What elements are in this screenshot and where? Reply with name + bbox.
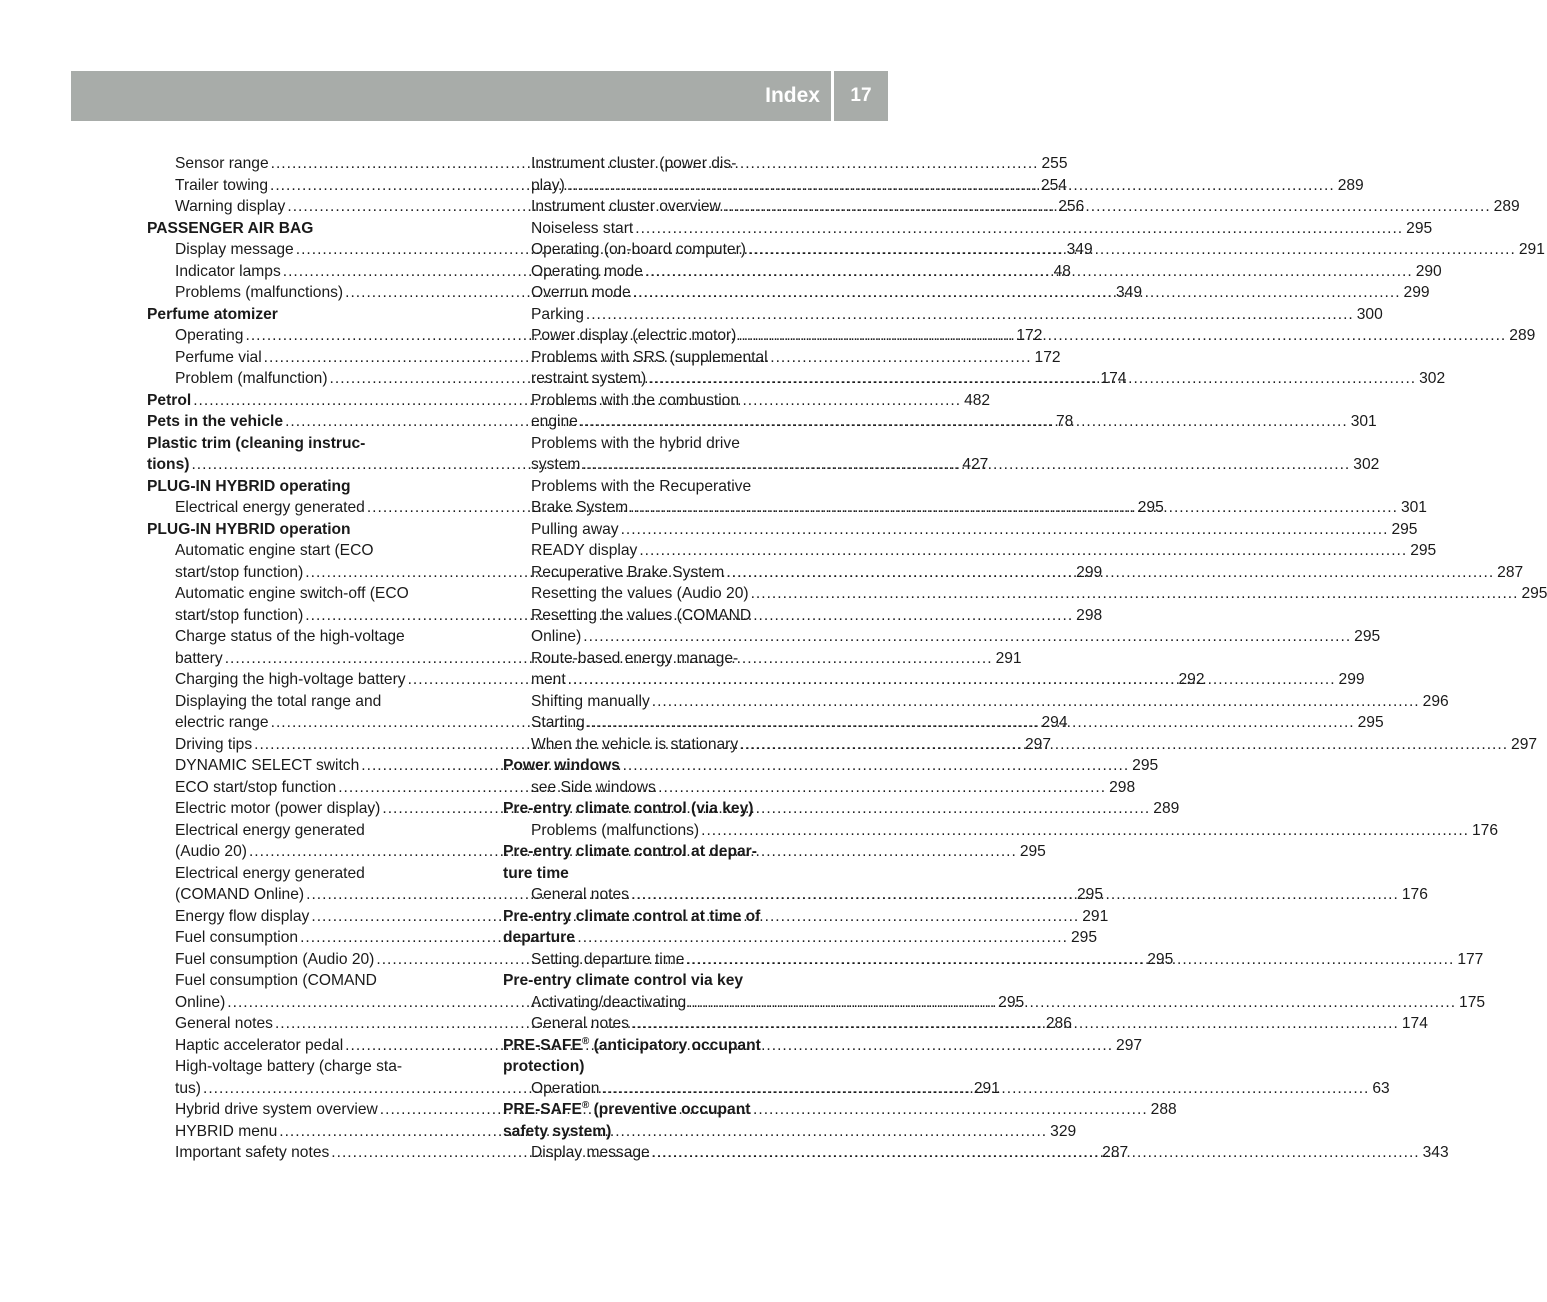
page-reference: 295 — [1076, 886, 1104, 903]
leader-dots — [631, 884, 1399, 906]
entry-text: HYBRID menu — [175, 1122, 278, 1140]
entry-text: Driving tips — [175, 735, 253, 753]
index-entry — [503, 798, 833, 820]
page-reference: 295 — [1132, 757, 1159, 774]
page-reference: 289 — [1153, 800, 1180, 817]
entry-text: Pre-entry climate control via key — [503, 972, 744, 989]
entry-text: PLUG-IN HYBRID operating — [147, 477, 351, 495]
entry-text: Perfume atomizer — [147, 305, 278, 323]
index-entry — [147, 218, 477, 240]
leader-dots — [686, 949, 1454, 971]
entry-line — [147, 476, 477, 498]
entry-text: Charge status of the high-voltage — [175, 628, 405, 645]
page-reference: 177 — [1457, 950, 1484, 968]
entry-text: restraint system) — [531, 370, 647, 387]
leader-dots — [580, 411, 1348, 433]
entry-text: General notes — [531, 886, 629, 903]
entry-text: Pre-entry climate control at depar- — [503, 843, 757, 860]
entry-text: ECO start/stop function — [175, 778, 337, 796]
page-reference: 288 — [1150, 1101, 1177, 1118]
index-entry — [503, 755, 833, 777]
entry-text: Problems with SRS (supplemental — [531, 348, 768, 366]
entry-line — [503, 798, 833, 820]
entry-text: Problem (malfunction) — [175, 370, 328, 387]
entry-text: Displaying the total range and — [175, 692, 382, 710]
entry-text — [503, 1099, 750, 1121]
page-reference: 349 — [1066, 241, 1093, 258]
leader-dots — [639, 540, 1407, 562]
entry-line — [531, 476, 833, 498]
entry-text: battery — [175, 649, 223, 667]
page-reference: 298 — [1076, 606, 1103, 624]
page-reference: 287 — [1102, 1144, 1129, 1161]
leader-dots — [582, 454, 1350, 476]
leader-dots — [723, 196, 1491, 218]
leader-dots — [648, 368, 1416, 390]
entry-text: Power display (electric motor) — [531, 327, 737, 344]
index-entry — [503, 583, 1547, 605]
entry-line — [503, 1099, 833, 1121]
page-reference: 295 — [1137, 499, 1164, 516]
index-entry — [503, 218, 1433, 240]
page-reference: 172 — [1034, 348, 1061, 366]
entry-text: Instrument cluster (power dis- — [531, 155, 737, 172]
entry-line — [175, 540, 477, 562]
entry-text: Pre-entry climate control at time of — [503, 907, 761, 925]
entry-text: Instrument cluster overview — [531, 198, 721, 215]
entry-text: Operation — [531, 1079, 600, 1097]
entry-line — [531, 153, 833, 175]
entry-text: protection) — [503, 1058, 585, 1075]
entry-text: Fuel consumption (Audio 20) — [175, 950, 375, 968]
entry-line — [531, 626, 1381, 648]
leader-dots — [601, 1078, 1369, 1100]
index-entry — [147, 1013, 1072, 1035]
leader-dots — [630, 497, 1398, 519]
page-reference: 172 — [1016, 327, 1043, 344]
page-reference: 299 — [1403, 284, 1430, 301]
entry-text: see Side windows — [531, 778, 656, 796]
entry-line — [531, 691, 1449, 713]
page-reference: 254 — [1040, 176, 1067, 194]
page-reference: 291 — [995, 649, 1022, 667]
page-reference: 176 — [1401, 886, 1428, 903]
entry-text: Setting departure time — [531, 950, 685, 968]
entry-text: Important safety notes — [175, 1144, 330, 1161]
page-reference: 302 — [1353, 456, 1380, 473]
page-reference: 295 — [1410, 542, 1437, 559]
leader-dots — [568, 669, 1336, 691]
entry-text: Fuel consumption (COMAND — [175, 972, 377, 989]
leader-dots — [726, 562, 1494, 584]
entry-text: ture time — [503, 864, 569, 882]
page-reference: 299 — [1076, 563, 1103, 581]
page-reference: 175 — [1459, 993, 1486, 1011]
page-reference: 286 — [1045, 1015, 1072, 1032]
entry-line — [175, 583, 477, 605]
leader-dots — [587, 712, 1355, 734]
entry-line — [531, 433, 833, 455]
entry-line — [531, 540, 1437, 562]
page-reference: 427 — [962, 456, 989, 473]
page-reference: 291 — [1082, 907, 1109, 925]
entry-text: Hybrid drive system overview — [175, 1101, 378, 1118]
entry-text: Trailer towing — [175, 176, 269, 194]
entry-text: Problems with the combustion — [531, 391, 740, 409]
page-reference: 290 — [1415, 262, 1442, 280]
page-reference: 255 — [1041, 155, 1068, 172]
entry-line — [503, 841, 833, 863]
leader-dots — [635, 218, 1403, 240]
page-reference: 291 — [1518, 241, 1545, 258]
entry-line — [175, 1056, 477, 1078]
leader-dots — [633, 282, 1401, 304]
page-reference: 482 — [964, 391, 991, 409]
index-entry — [147, 304, 477, 326]
header-bar — [71, 71, 888, 121]
page-reference: 301 — [1350, 413, 1377, 430]
entry-line — [147, 433, 477, 455]
entry-line — [175, 820, 477, 842]
entry-text: Warning display — [175, 198, 286, 215]
index-entry — [147, 519, 477, 541]
page-reference: 256 — [1058, 198, 1085, 215]
entry-text: Automatic engine start (ECO — [175, 542, 374, 559]
page-number: 17 — [850, 85, 872, 106]
index-entry — [503, 304, 1383, 326]
index-entry — [503, 1035, 833, 1078]
page-reference: 289 — [1493, 198, 1520, 215]
entry-text: Charging the high-voltage battery — [175, 671, 406, 688]
entry-line — [531, 777, 833, 799]
entry-text: Automatic engine switch-off (ECO — [175, 585, 409, 602]
entry-text: Pulling away — [531, 520, 619, 538]
entry-text: PASSENGER AIR BAG — [147, 219, 314, 237]
entry-text: Power windows — [503, 757, 620, 774]
entry-line — [147, 218, 477, 240]
page-reference: 78 — [1055, 413, 1074, 430]
index-entry — [503, 540, 1437, 562]
entry-text: Electrical energy generated — [175, 499, 365, 516]
page-reference: 295 — [1354, 628, 1381, 645]
entry-text: Parking — [531, 305, 584, 323]
entry-line — [531, 390, 833, 412]
index-entry — [503, 820, 1499, 842]
leader-dots — [645, 261, 1413, 283]
entry-text-part: PRE-SAFE — [503, 1036, 582, 1054]
page-reference: 176 — [1472, 821, 1499, 839]
page-reference: 295 — [998, 993, 1025, 1011]
entry-text: Problems (malfunctions) — [175, 284, 344, 301]
index-entry — [503, 970, 833, 992]
entry-line — [503, 863, 833, 885]
entry-text: play) — [531, 176, 565, 194]
index-entry — [503, 777, 833, 799]
entry-text: Online) — [175, 993, 226, 1011]
page-reference: 301 — [1400, 499, 1427, 516]
entry-line — [147, 304, 477, 326]
page-reference: 297 — [1511, 735, 1538, 753]
page-reference: 343 — [1422, 1144, 1449, 1161]
index-entry — [503, 519, 1418, 541]
entry-line — [531, 218, 1433, 240]
page-reference: 295 — [1070, 929, 1097, 946]
index-entry — [503, 734, 1538, 756]
leader-dots — [751, 583, 1519, 605]
entry-text: DYNAMIC SELECT switch — [175, 757, 360, 774]
entry-text: Pets in the vehicle — [147, 413, 284, 430]
leader-dots — [583, 626, 1351, 648]
entry-line — [175, 863, 477, 885]
leader-dots — [748, 239, 1516, 261]
entry-text: Noiseless start — [531, 219, 634, 237]
page-reference: 63 — [1372, 1079, 1390, 1097]
entry-line — [531, 648, 833, 670]
entry-line — [175, 970, 477, 992]
entry-text-part: PRE-SAFE — [503, 1101, 582, 1118]
leader-dots — [701, 820, 1469, 842]
entry-text — [503, 1035, 761, 1057]
entry-line — [503, 906, 833, 928]
entry-text: tus) — [175, 1079, 201, 1097]
entry-text: Resetting the values (COMAND — [531, 606, 752, 624]
entry-text: start/stop function) — [175, 563, 304, 581]
page-reference: 174 — [1401, 1015, 1428, 1032]
leader-dots — [652, 691, 1420, 713]
entry-text: Overrun mode — [531, 284, 631, 301]
page-reference: 48 — [1053, 262, 1071, 280]
registered-mark: ® — [581, 1099, 590, 1111]
index-entry — [503, 906, 833, 949]
page-reference: 295 — [1521, 585, 1547, 602]
entry-text: Display message — [531, 1144, 650, 1161]
entry-line — [531, 605, 833, 627]
page-reference: 298 — [1109, 778, 1136, 796]
page-reference: 295 — [1357, 714, 1384, 731]
entry-text: Energy flow display — [175, 907, 310, 925]
page-reference: 295 — [1391, 520, 1418, 538]
entry-line — [531, 304, 1383, 326]
page-reference: 294 — [1041, 714, 1068, 731]
entry-text: start/stop function) — [175, 606, 304, 624]
leader-dots — [738, 325, 1506, 347]
entry-line — [503, 1056, 833, 1078]
entry-text: Operating (on-board computer) — [531, 241, 746, 258]
entry-text: (Audio 20) — [175, 843, 247, 860]
entry-line — [503, 970, 833, 992]
registered-mark: ® — [581, 1035, 590, 1047]
entry-text: Electrical energy generated — [175, 821, 365, 839]
entry-text: Electrical energy generated — [175, 864, 365, 882]
leader-dots — [688, 992, 1456, 1014]
leader-dots — [621, 519, 1389, 541]
entry-line — [503, 1035, 833, 1057]
entry-text: safety system) — [503, 1122, 612, 1140]
entry-line — [531, 583, 1547, 605]
index-entry — [503, 691, 1449, 713]
entry-text: Haptic accelerator pedal — [175, 1036, 344, 1054]
entry-text: Shifting manually — [531, 692, 650, 710]
entry-text: Online) — [531, 628, 582, 645]
page-reference: 174 — [1100, 370, 1127, 387]
entry-text: engine — [531, 413, 578, 430]
entry-text: General notes — [175, 1015, 273, 1032]
page-reference: 295 — [1406, 219, 1433, 237]
page-reference: 302 — [1419, 370, 1446, 387]
entry-text: Resetting the values (Audio 20) — [531, 585, 749, 602]
entry-text: Electric motor (power display) — [175, 800, 381, 817]
entry-text: ment — [531, 671, 566, 688]
entry-text-part: (anticipatory occupant — [593, 1036, 761, 1054]
entry-line — [503, 927, 833, 949]
entry-line — [175, 691, 477, 713]
entry-line — [175, 1013, 1072, 1035]
entry-text: Perfume vial — [175, 348, 262, 366]
leader-dots — [652, 1142, 1420, 1164]
page-reference: 300 — [1356, 305, 1383, 323]
entry-text: Problems (malfunctions) — [531, 821, 700, 839]
entry-text: Plastic trim (cleaning instruc- — [147, 434, 366, 452]
page-reference: 329 — [1050, 1122, 1077, 1140]
entry-text: Problems with the hybrid drive — [531, 434, 740, 452]
entry-text: PLUG-IN HYBRID operation — [147, 520, 351, 538]
entry-text: (COMAND Online) — [175, 886, 305, 903]
entry-line — [147, 519, 477, 541]
entry-text: Route-based energy manage- — [531, 649, 739, 667]
entry-text: Pre-entry climate control (via key) — [503, 800, 754, 817]
entry-text: Starting — [531, 714, 585, 731]
index-entry — [147, 476, 477, 498]
entry-line — [175, 626, 477, 648]
page-reference: 296 — [1422, 692, 1449, 710]
entry-line — [531, 347, 833, 369]
entry-text: Operating — [175, 327, 244, 344]
page-reference: 289 — [1337, 176, 1364, 194]
page-reference: 289 — [1509, 327, 1536, 344]
leader-dots — [631, 1013, 1399, 1035]
entry-text: electric range — [175, 714, 269, 731]
entry-text: Operating mode — [531, 262, 643, 280]
index-entry — [503, 1099, 833, 1142]
entry-text: tions) — [147, 456, 190, 473]
page-reference: 292 — [1178, 671, 1205, 688]
entry-text: General notes — [531, 1015, 629, 1032]
page-reference: 287 — [1497, 563, 1524, 581]
entry-text: Brake System — [531, 499, 629, 516]
section-title: Index — [765, 84, 820, 107]
entry-text-part: (preventive occupant — [593, 1101, 751, 1118]
entry-line — [531, 820, 1499, 842]
page-reference: 349 — [1116, 284, 1143, 301]
page-reference: 295 — [1019, 843, 1046, 860]
entry-text: Activating/deactivating — [531, 993, 687, 1011]
page-reference: 297 — [1025, 735, 1052, 753]
entry-text: departure — [503, 929, 575, 946]
entry-text: Display message — [175, 241, 294, 258]
page-reference: 291 — [973, 1079, 1000, 1097]
page-reference: 295 — [1147, 950, 1174, 968]
entry-text: Recuperative Brake System — [531, 563, 725, 581]
entry-text: Problems with the Recuperative — [531, 477, 752, 495]
leader-dots — [586, 304, 1354, 326]
entry-line — [503, 755, 833, 777]
page-reference: 297 — [1116, 1036, 1143, 1054]
page-reference: 299 — [1338, 671, 1365, 688]
entry-text: system — [531, 456, 581, 473]
entry-line — [531, 519, 1418, 541]
entry-text: Fuel consumption — [175, 929, 299, 946]
leader-dots — [567, 175, 1335, 197]
entry-line — [531, 734, 1538, 756]
entry-text: Sensor range — [175, 155, 269, 172]
leader-dots — [740, 734, 1508, 756]
entry-line — [503, 1121, 833, 1143]
entry-text: Petrol — [147, 391, 192, 409]
index-entry — [503, 841, 833, 884]
entry-text: High-voltage battery (charge sta- — [175, 1058, 403, 1075]
entry-text: READY display — [531, 542, 638, 559]
entry-text: Indicator lamps — [175, 262, 281, 280]
entry-text: When the vehicle is stationary — [531, 735, 739, 753]
